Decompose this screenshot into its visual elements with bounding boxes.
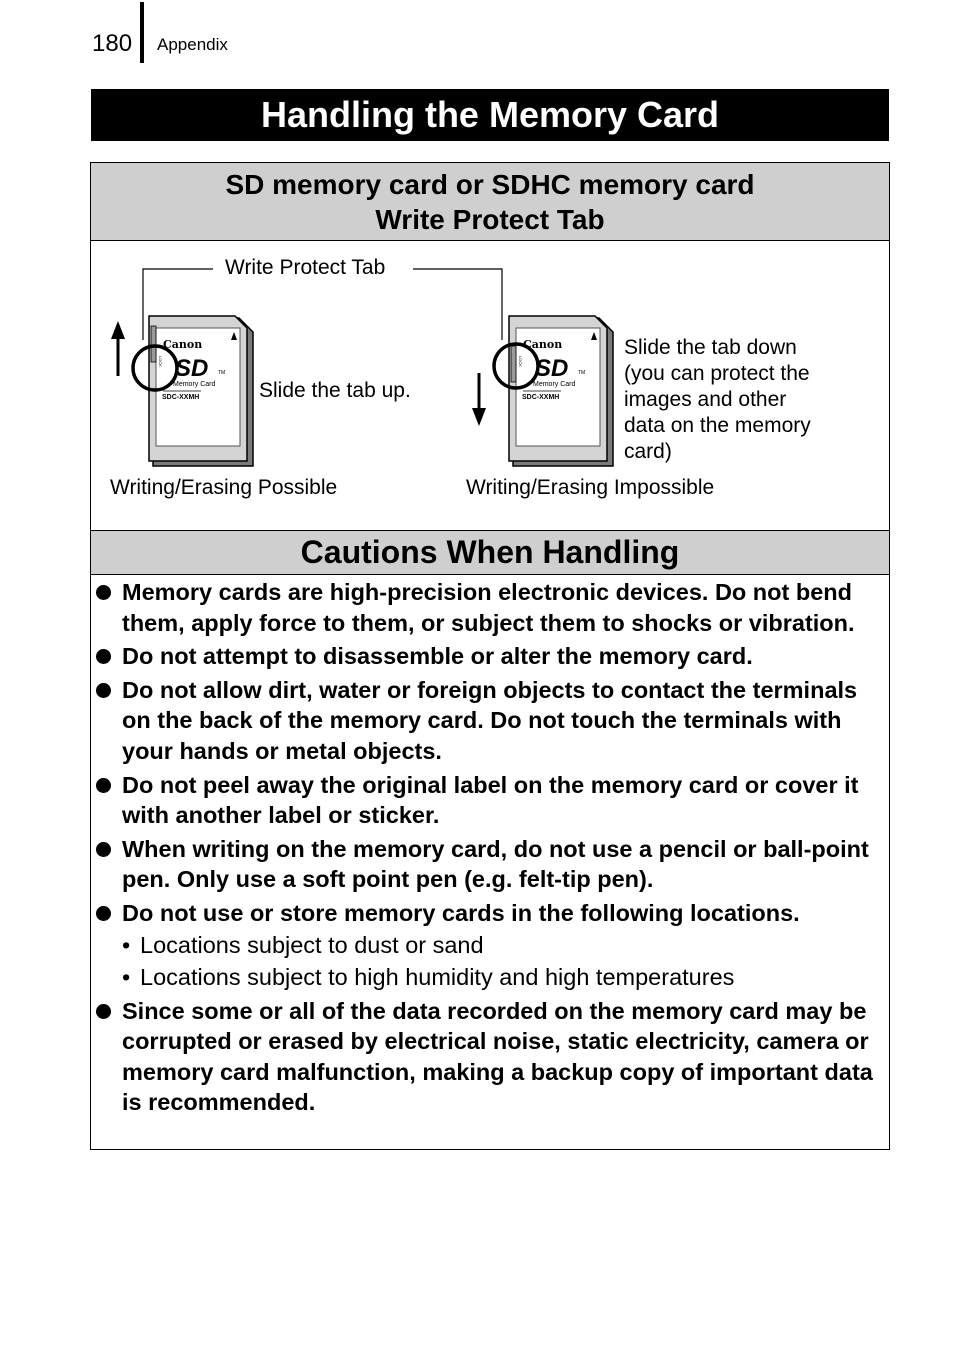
card-logo: SD	[535, 355, 569, 382]
card-lock: LOCK	[158, 356, 163, 367]
caution-text: When writing on the memory card, do not use a pencil or ball-point pen. Only use a soft point pen (e.g. felt-tip pen).	[122, 835, 869, 893]
cautions-heading-text: Cautions When Handling	[300, 534, 680, 570]
card-brand: Canon	[523, 338, 563, 351]
caution-text: Do not allow dirt, water or foreign objects to contact the terminals on the back of the memory card. Do not touch the terminals with your hands or metal objects.	[122, 676, 858, 764]
header-divider	[140, 2, 144, 63]
caution-item	[91, 898, 889, 993]
caution-text: Memory cards are high-precision electronic devices. Do not bend them, apply force to them, or subject them to shocks or vibration.	[122, 579, 855, 636]
sd-card-icon	[509, 316, 613, 466]
sub-bullet-icon: •	[122, 931, 131, 958]
caution-item	[91, 641, 889, 672]
writing-possible-caption: Writing/Erasing Possible	[110, 476, 338, 499]
arrow-down-icon	[472, 373, 486, 426]
card-brand: Canon	[163, 338, 203, 351]
sd-card-icon	[149, 316, 253, 466]
sub-bullet-icon: •	[122, 963, 131, 990]
slide-down-line: data on the memory	[624, 414, 811, 437]
caution-text: Do not peel away the original label on the memory card or cover it with another label or sticker.	[122, 771, 859, 829]
card-lock: LOCK	[518, 356, 523, 367]
bullet-icon	[96, 1004, 111, 1019]
write-protect-heading-line2: Write Protect Tab	[375, 203, 605, 235]
card-model: SDC-XXMH	[522, 394, 560, 401]
cautions-heading	[91, 530, 889, 575]
card-logo: SD	[175, 355, 209, 382]
caution-item	[91, 834, 889, 895]
card-type: Memory Card	[173, 381, 216, 388]
caution-item	[91, 996, 889, 1118]
section-label: Appendix	[157, 35, 228, 54]
slide-down-line: card)	[624, 440, 672, 463]
write-protect-heading-line1: SD memory card or SDHC memory card	[225, 168, 755, 200]
page-title	[91, 89, 889, 141]
location-text: Locations subject to high humidity and high temperatures	[140, 963, 735, 990]
bullet-icon	[96, 649, 111, 664]
location-item	[122, 929, 879, 961]
slide-down-line: Slide the tab down	[624, 336, 797, 359]
location-text: Locations subject to dust or sand	[140, 931, 484, 958]
writing-impossible-caption: Writing/Erasing Impossible	[466, 476, 715, 499]
arrow-up-icon	[111, 321, 125, 376]
bullet-icon	[96, 842, 111, 857]
caution-text: Since some or all of the data recorded on the memory card may be corrupted or erased by electrical noise, static electricity, camera or memory card malfunction, making a backup copy of important data is recommended.	[122, 997, 873, 1116]
card-tm: TM	[578, 370, 586, 376]
bullet-icon	[96, 906, 111, 921]
bullet-icon	[96, 585, 111, 600]
page-title-text: Handling the Memory Card	[260, 94, 720, 135]
slide-down-instruction	[624, 335, 811, 465]
location-item	[122, 961, 879, 993]
card-tm: TM	[218, 370, 226, 376]
bullet-icon	[96, 683, 111, 698]
page-number: 180	[92, 30, 133, 57]
write-protect-tab-label: Write Protect Tab	[225, 256, 386, 279]
bullet-icon	[96, 778, 111, 793]
card-type: Memory Card	[533, 381, 576, 388]
content-frame	[90, 162, 890, 1150]
caution-item	[91, 770, 889, 831]
card-model: SDC-XXMH	[162, 394, 200, 401]
write-protect-heading	[91, 163, 889, 241]
cautions-list	[91, 577, 889, 1121]
caution-text: Do not attempt to disassemble or alter the memory card.	[122, 643, 753, 670]
caution-text: Do not use or store memory cards in the following locations.	[122, 899, 800, 926]
write-protect-diagram	[91, 241, 889, 530]
locations-list	[122, 929, 879, 993]
slide-up-instruction: Slide the tab up.	[259, 379, 411, 402]
slide-down-line: (you can protect the	[624, 362, 810, 385]
caution-item	[91, 577, 889, 638]
caution-item	[91, 675, 889, 767]
slide-down-line: images and other	[624, 388, 787, 411]
